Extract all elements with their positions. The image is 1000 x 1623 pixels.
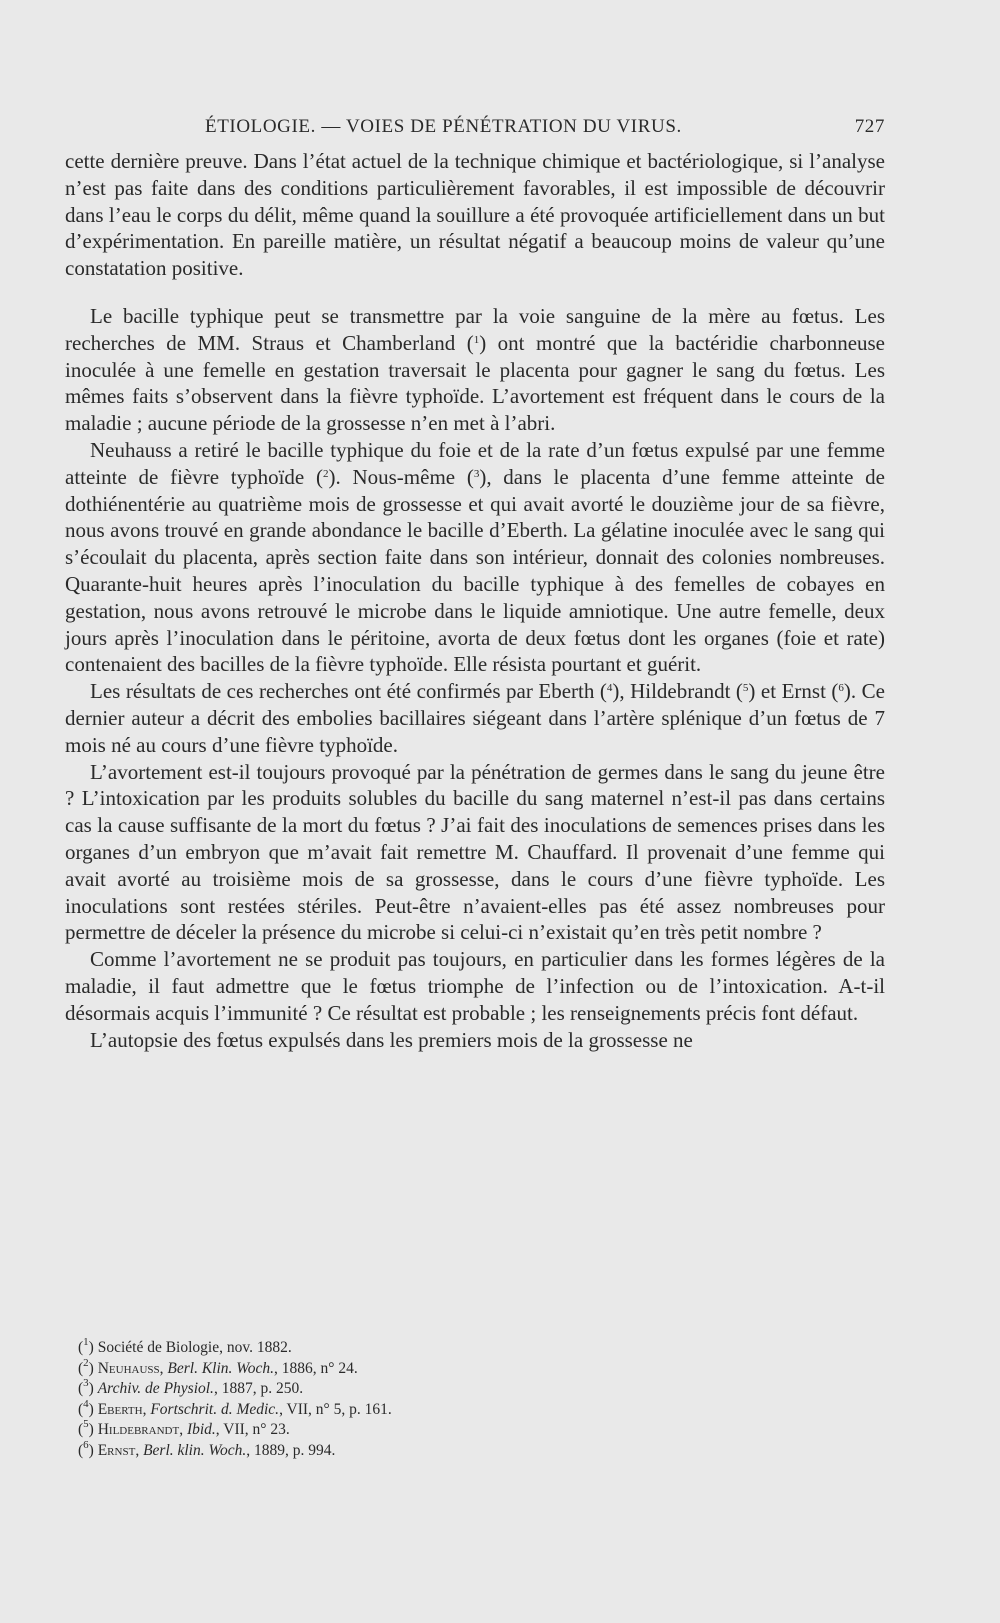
footnote-ref: 6 bbox=[838, 682, 844, 695]
text-run: ), dans le placenta d’une femme atteinte de dothiénentérie au quatrième mois de grossesse et qui avait avorté le douzième jour de sa fièvre, nous avons trouvé en grande abondance le bacille d’Eberth. La gélatine inoculée avec le sang qui s’écoulait du placenta, après section faite dans son intérieur, donnait des colonies nombreuses. Quarante-huit heures après l’inoculation du bacille typhique à des femelles de cobayes en gestation, nous avons retrouvé le microbe dans le liquide amniotique. Une autre femelle, deux jours après l’inoculation dans le péritoine, avorta de deux fœtus dont les organes (foie et rate) contenaient des bacilles de la fièvre typhoïde. Elle résista pourtant et guérit. bbox=[65, 464, 885, 677]
footnote-ref: 1 bbox=[473, 333, 480, 346]
footnote: ($^2$) Neuhauss, Berl. Klin. Woch., 1886, n° 24. bbox=[78, 1356, 358, 1377]
footnote-text: Ernst bbox=[97, 1441, 136, 1459]
text-run: Comme l’avortement ne se produit pas toujours, en particulier dans les formes légères de la maladie, il faut admettre que le fœtus triomphe de l’infection ou de l’intoxication. A-t-il désormais acquis l’immunité ? Ce résultat est probable ; les renseignements précis font défaut. bbox=[65, 947, 885, 1025]
paragraph bbox=[65, 148, 885, 282]
footnote-text: Berl. Klin. Woch. bbox=[167, 1359, 275, 1377]
running-title: ÉTIOLOGIE. — VOIES DE PÉNÉTRATION DU VIRUS. bbox=[205, 116, 682, 137]
footnote: ($^6$) Ernst, Berl. klin. Woch., 1889, p. 994. bbox=[78, 1438, 336, 1459]
footnote-text: Fortschrit. d. Medic. bbox=[150, 1400, 280, 1418]
footnote-text: Eberth bbox=[97, 1400, 143, 1418]
footnote: ($^3$) Archiv. de Physiol., 1887, p. 250. bbox=[78, 1377, 304, 1397]
text-run: L’avortement est-il toujours provoqué par la pénétration de germes dans le sang du jeune être ? L’intoxication par les produits solubles du bacille du sang maternel n’est-il pas dans certains cas la cause suffisante de la mort du fœtus ? J’ai fait des inoculations de semences prises dans les organes d’un embryon que m’avait fait remettre M. Chauffard. Il provenait d’une femme qui avait avorté au troisième mois de sa grossesse, dans le cours d’une fièvre typhoïde. Les inoculations sont restées stériles. Peut-être n’avaient-elles pas été assez nombreuses pour permettre de déceler la présence du microbe si celui-ci n’existait qu’en très petit nombre ? bbox=[65, 759, 885, 945]
footnote-text: Société de Biologie, nov. 1882. bbox=[93, 1339, 292, 1356]
footnote-text: , 1887, p. 250. bbox=[213, 1380, 304, 1397]
footnote-number: 1 bbox=[83, 1336, 89, 1348]
footnote-ref: 3 bbox=[473, 467, 480, 480]
text-run: Le bacille typhique peut se transmettre par la voie sanguine de la mère au fœtus. Les recherches de MM. Straus et Chamberland bbox=[65, 303, 885, 355]
text-run: ( bbox=[466, 330, 474, 355]
footnote-text: , 1886, n° 24. bbox=[274, 1359, 358, 1377]
footnote-text: Berl. klin. Woch. bbox=[143, 1441, 247, 1459]
footnote-text: , bbox=[179, 1421, 187, 1438]
footnote-text: , bbox=[142, 1400, 151, 1418]
paragraph bbox=[65, 678, 885, 758]
footnote-text: , 1889, p. 994. bbox=[246, 1441, 336, 1459]
text-run: ), Hildebrandt ( bbox=[612, 679, 743, 704]
footnote-text: Archiv. de Physiol. bbox=[97, 1380, 214, 1397]
footnote-number: 3 bbox=[83, 1377, 89, 1389]
footnote-text: Ibid. bbox=[186, 1421, 216, 1438]
footnote-text: , VII, n° 5, p. 161. bbox=[279, 1400, 392, 1418]
page-number: 727 bbox=[854, 116, 885, 137]
text-run: L’autopsie des fœtus expulsés dans les premiers mois de la grossesse ne bbox=[90, 1027, 693, 1052]
footnote: ($^5$) Hildebrandt, Ibid., VII, n° 23. bbox=[78, 1418, 290, 1438]
footnote-text: Hildebrandt bbox=[97, 1421, 180, 1438]
footnote-number: 6 bbox=[83, 1438, 89, 1451]
running-header bbox=[65, 116, 885, 144]
text-run: ) ont montré que la bactéridie charbonneuse inoculée à une femelle en gestation traversait le placenta pour gagner le sang du fœtus. Les mêmes faits s’observent dans la fièvre typhoïde. L’avortement est fréquent dans le cours de la maladie ; aucune période de la grossesse n’en met à l’abri. bbox=[65, 330, 886, 436]
footnote-text: , VII, n° 23. bbox=[215, 1421, 290, 1438]
paragraph bbox=[65, 303, 885, 437]
footnotes bbox=[78, 1338, 838, 1461]
footnote-text: Neuhauss bbox=[97, 1359, 160, 1377]
text-run: Les résultats de ces recherches ont été confirmés par Eberth ( bbox=[90, 679, 607, 704]
footnote-text: , bbox=[159, 1359, 168, 1377]
text-run: ). Nous-même ( bbox=[328, 464, 474, 489]
footnote-ref: 5 bbox=[742, 682, 749, 695]
paragraph bbox=[65, 437, 885, 678]
text-run: Neuhauss a retiré le bacille typhique du foie et de la rate d’un fœtus expulsé par une femme atteinte de fièvre typhoïde ( bbox=[65, 437, 885, 489]
body-text bbox=[65, 148, 885, 1053]
footnote-number: 5 bbox=[83, 1418, 89, 1430]
paragraph bbox=[65, 946, 885, 1026]
paragraph bbox=[65, 759, 885, 947]
text-run: cette dernière preuve. Dans l’état actuel de la technique chimique et bactériologique, si l’analyse n’est pas faite dans des conditions particulièrement favorables, il est impossible de découvrir dans l’eau le corps du délit, même quand la souillure a été provoquée artificiellement dans un but d’expérimentation. En pareille matière, un résultat négatif a beaucoup moins de valeur qu’une constatation positive. bbox=[65, 149, 885, 281]
footnote-text: , bbox=[135, 1441, 144, 1459]
paragraph bbox=[65, 1027, 885, 1054]
footnote: ($^1$) Société de Biologie, nov. 1882. bbox=[78, 1336, 292, 1356]
footnote-number: 4 bbox=[83, 1397, 89, 1410]
footnote-number: 2 bbox=[83, 1356, 89, 1369]
footnote-ref: 4 bbox=[606, 682, 613, 695]
footnote-ref: 2 bbox=[322, 467, 329, 480]
text-run: ). Ce dernier auteur a décrit des embolies bacillaires siégeant dans l’artère splénique d’un fœtus de 7 mois né au cours d’une fièvre typhoïde. bbox=[65, 679, 885, 757]
footnote: ($^4$) Eberth, Fortschrit. d. Medic., VII, n° 5, p. 161. bbox=[78, 1397, 392, 1418]
text-run: ) et Ernst ( bbox=[748, 679, 839, 704]
